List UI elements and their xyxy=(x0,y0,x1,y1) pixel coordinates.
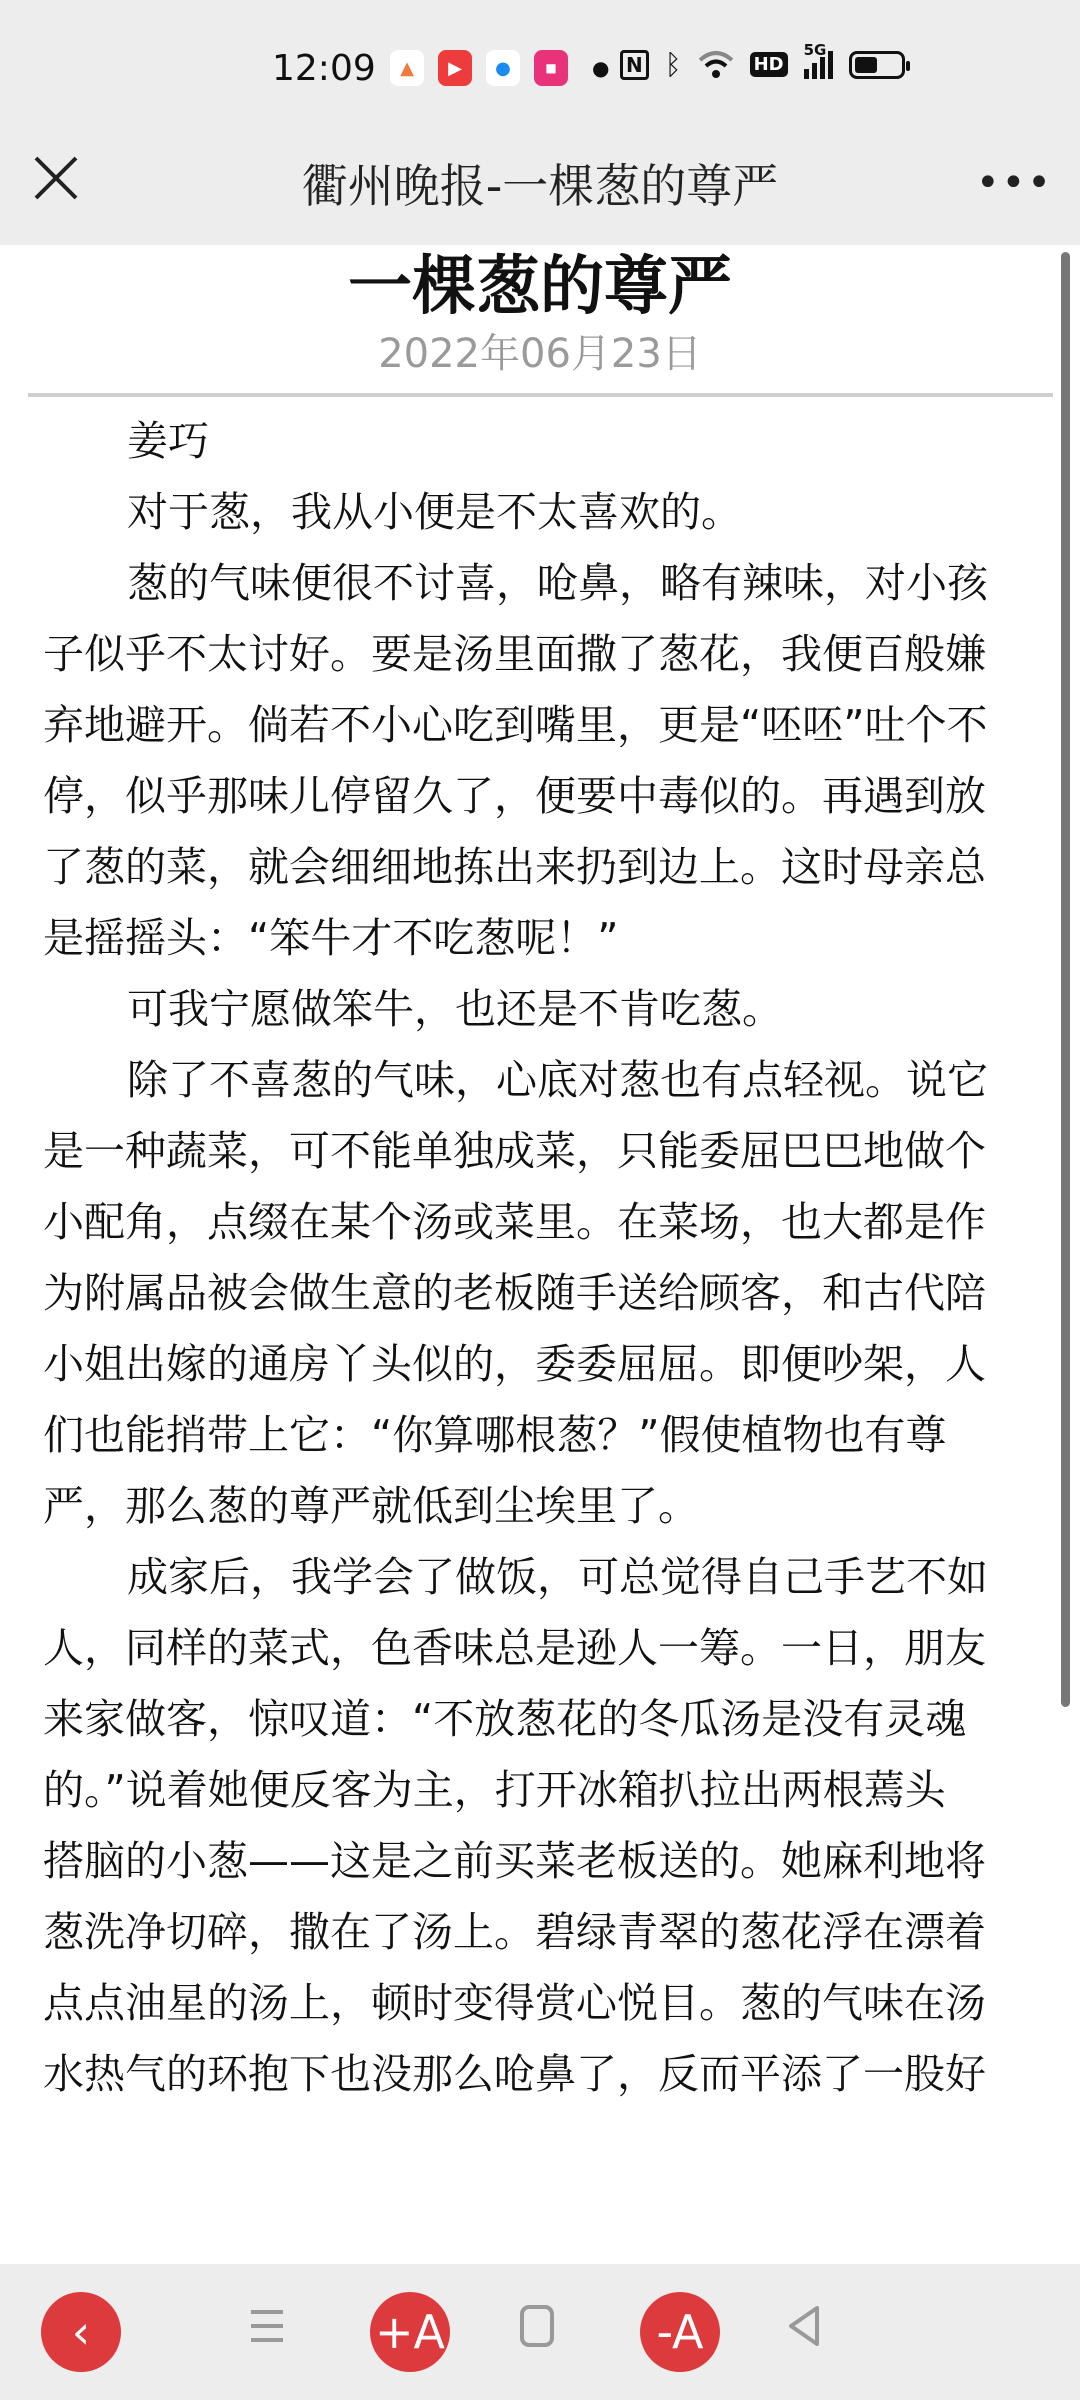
article-title: 一棵葱的尊严 xyxy=(348,250,732,324)
status-time: 12:09 xyxy=(272,48,376,89)
video-app-icon: ▶ xyxy=(438,50,472,86)
system-icons xyxy=(620,40,905,81)
back-nav-icon[interactable] xyxy=(785,2304,825,2348)
paragraph-line: 水热气的环抱下也没那么呛鼻了，反而平添了一股好 xyxy=(43,2050,986,2098)
wifi-icon xyxy=(698,50,734,80)
paragraph-line: 子似乎不太讨好。要是汤里面撒了葱花，我便百般嫌 xyxy=(43,630,986,678)
paragraph-line: 人，同样的菜式，色香味总是逊人一筹。一日，朋友 xyxy=(43,1624,986,1672)
browser-app-icon: ● xyxy=(486,50,520,86)
recent-apps-icon[interactable] xyxy=(247,2306,287,2346)
paragraph-line-first: 成家后，我学会了做饭，可总觉得自己手艺不如 xyxy=(127,1553,988,1601)
bluetooth-icon: ᛒ xyxy=(664,48,682,81)
hd-icon: HD xyxy=(750,52,788,77)
paragraph-line: 是摇摇头：“笨牛才不吃葱呢！” xyxy=(43,914,619,962)
paragraph-line: 是一种蔬菜，可不能单独成菜，只能委屈巴巴地做个 xyxy=(43,1127,986,1175)
article-date: 2022年06月23日 xyxy=(378,331,702,377)
battery-icon xyxy=(849,51,905,79)
paragraph-line: 的。”说着她便反客为主，打开冰箱扒拉出两根蔫头 xyxy=(43,1766,946,1814)
paragraph-line-first: 除了不喜葱的气味，心底对葱也有点轻视。说它 xyxy=(127,1056,988,1104)
divider xyxy=(28,393,1053,397)
paragraph-line: 小配角，点缀在某个汤或菜里。在菜场，也大都是作 xyxy=(43,1198,986,1246)
font-smaller-button[interactable]: -A xyxy=(640,2292,720,2372)
font-larger-button[interactable]: +A xyxy=(370,2292,450,2372)
article-body xyxy=(43,406,1048,2110)
paragraph-line: 严，那么葱的尊严就低到尘埃里了。 xyxy=(43,1482,699,1530)
home-icon[interactable] xyxy=(518,2304,558,2348)
network-type: 5G xyxy=(803,40,827,59)
paragraph-line-first: 姜巧 xyxy=(127,417,209,465)
vip-app-icon: ■ xyxy=(534,50,568,86)
top-bar xyxy=(0,0,1080,245)
page-title: 衢州晚报-一棵葱的尊严 xyxy=(301,159,779,213)
signal-icon xyxy=(803,40,833,79)
back-button[interactable]: ‹ xyxy=(41,2292,121,2372)
game-app-icon: ▲ xyxy=(390,50,424,86)
paragraph-line: 弃地避开。倘若不小心吃到嘴里，更是“呸呸”吐个不 xyxy=(43,701,988,749)
paragraph-line-first: 葱的气味便很不讨喜，呛鼻，略有辣味，对小孩 xyxy=(127,559,988,607)
dot-icon: ● xyxy=(592,56,610,80)
paragraph-line: 们也能捎带上它：“你算哪根葱？”假使植物也有尊 xyxy=(43,1411,947,1459)
paragraph-line: 搭脑的小葱——这是之前买菜老板送的。她麻利地将 xyxy=(43,1837,986,1885)
nfc-icon: N xyxy=(620,50,649,80)
scrollbar[interactable] xyxy=(1061,252,1070,1707)
system-nav-bar xyxy=(0,2264,1080,2400)
close-icon[interactable] xyxy=(30,152,82,204)
paragraph-line: 了葱的菜，就会细细地拣出来扔到边上。这时母亲总 xyxy=(43,843,986,891)
notification-icons xyxy=(390,50,609,86)
paragraph-line: 来家做客，惊叹道：“不放葱花的冬瓜汤是没有灵魂 xyxy=(43,1695,967,1743)
paragraph-line-first: 对于葱，我从小便是不太喜欢的。 xyxy=(127,488,742,536)
paragraph-line: 为附属品被会做生意的老板随手送给顾客，和古代陪 xyxy=(43,1269,986,1317)
paragraph-line-first: 可我宁愿做笨牛，也还是不肯吃葱。 xyxy=(127,985,783,1033)
paragraph-line: 小姐出嫁的通房丫头似的，委委屈屈。即便吵架，人 xyxy=(43,1340,986,1388)
paragraph-line: 停，似乎那味儿停留久了，便要中毒似的。再遇到放 xyxy=(43,772,986,820)
more-menu-button[interactable]: ••• xyxy=(976,160,1053,206)
paragraph-line: 点点油星的汤上，顿时变得赏心悦目。葱的气味在汤 xyxy=(43,1979,986,2027)
paragraph-line: 葱洗净切碎，撒在了汤上。碧绿青翠的葱花浮在漂着 xyxy=(43,1908,986,1956)
